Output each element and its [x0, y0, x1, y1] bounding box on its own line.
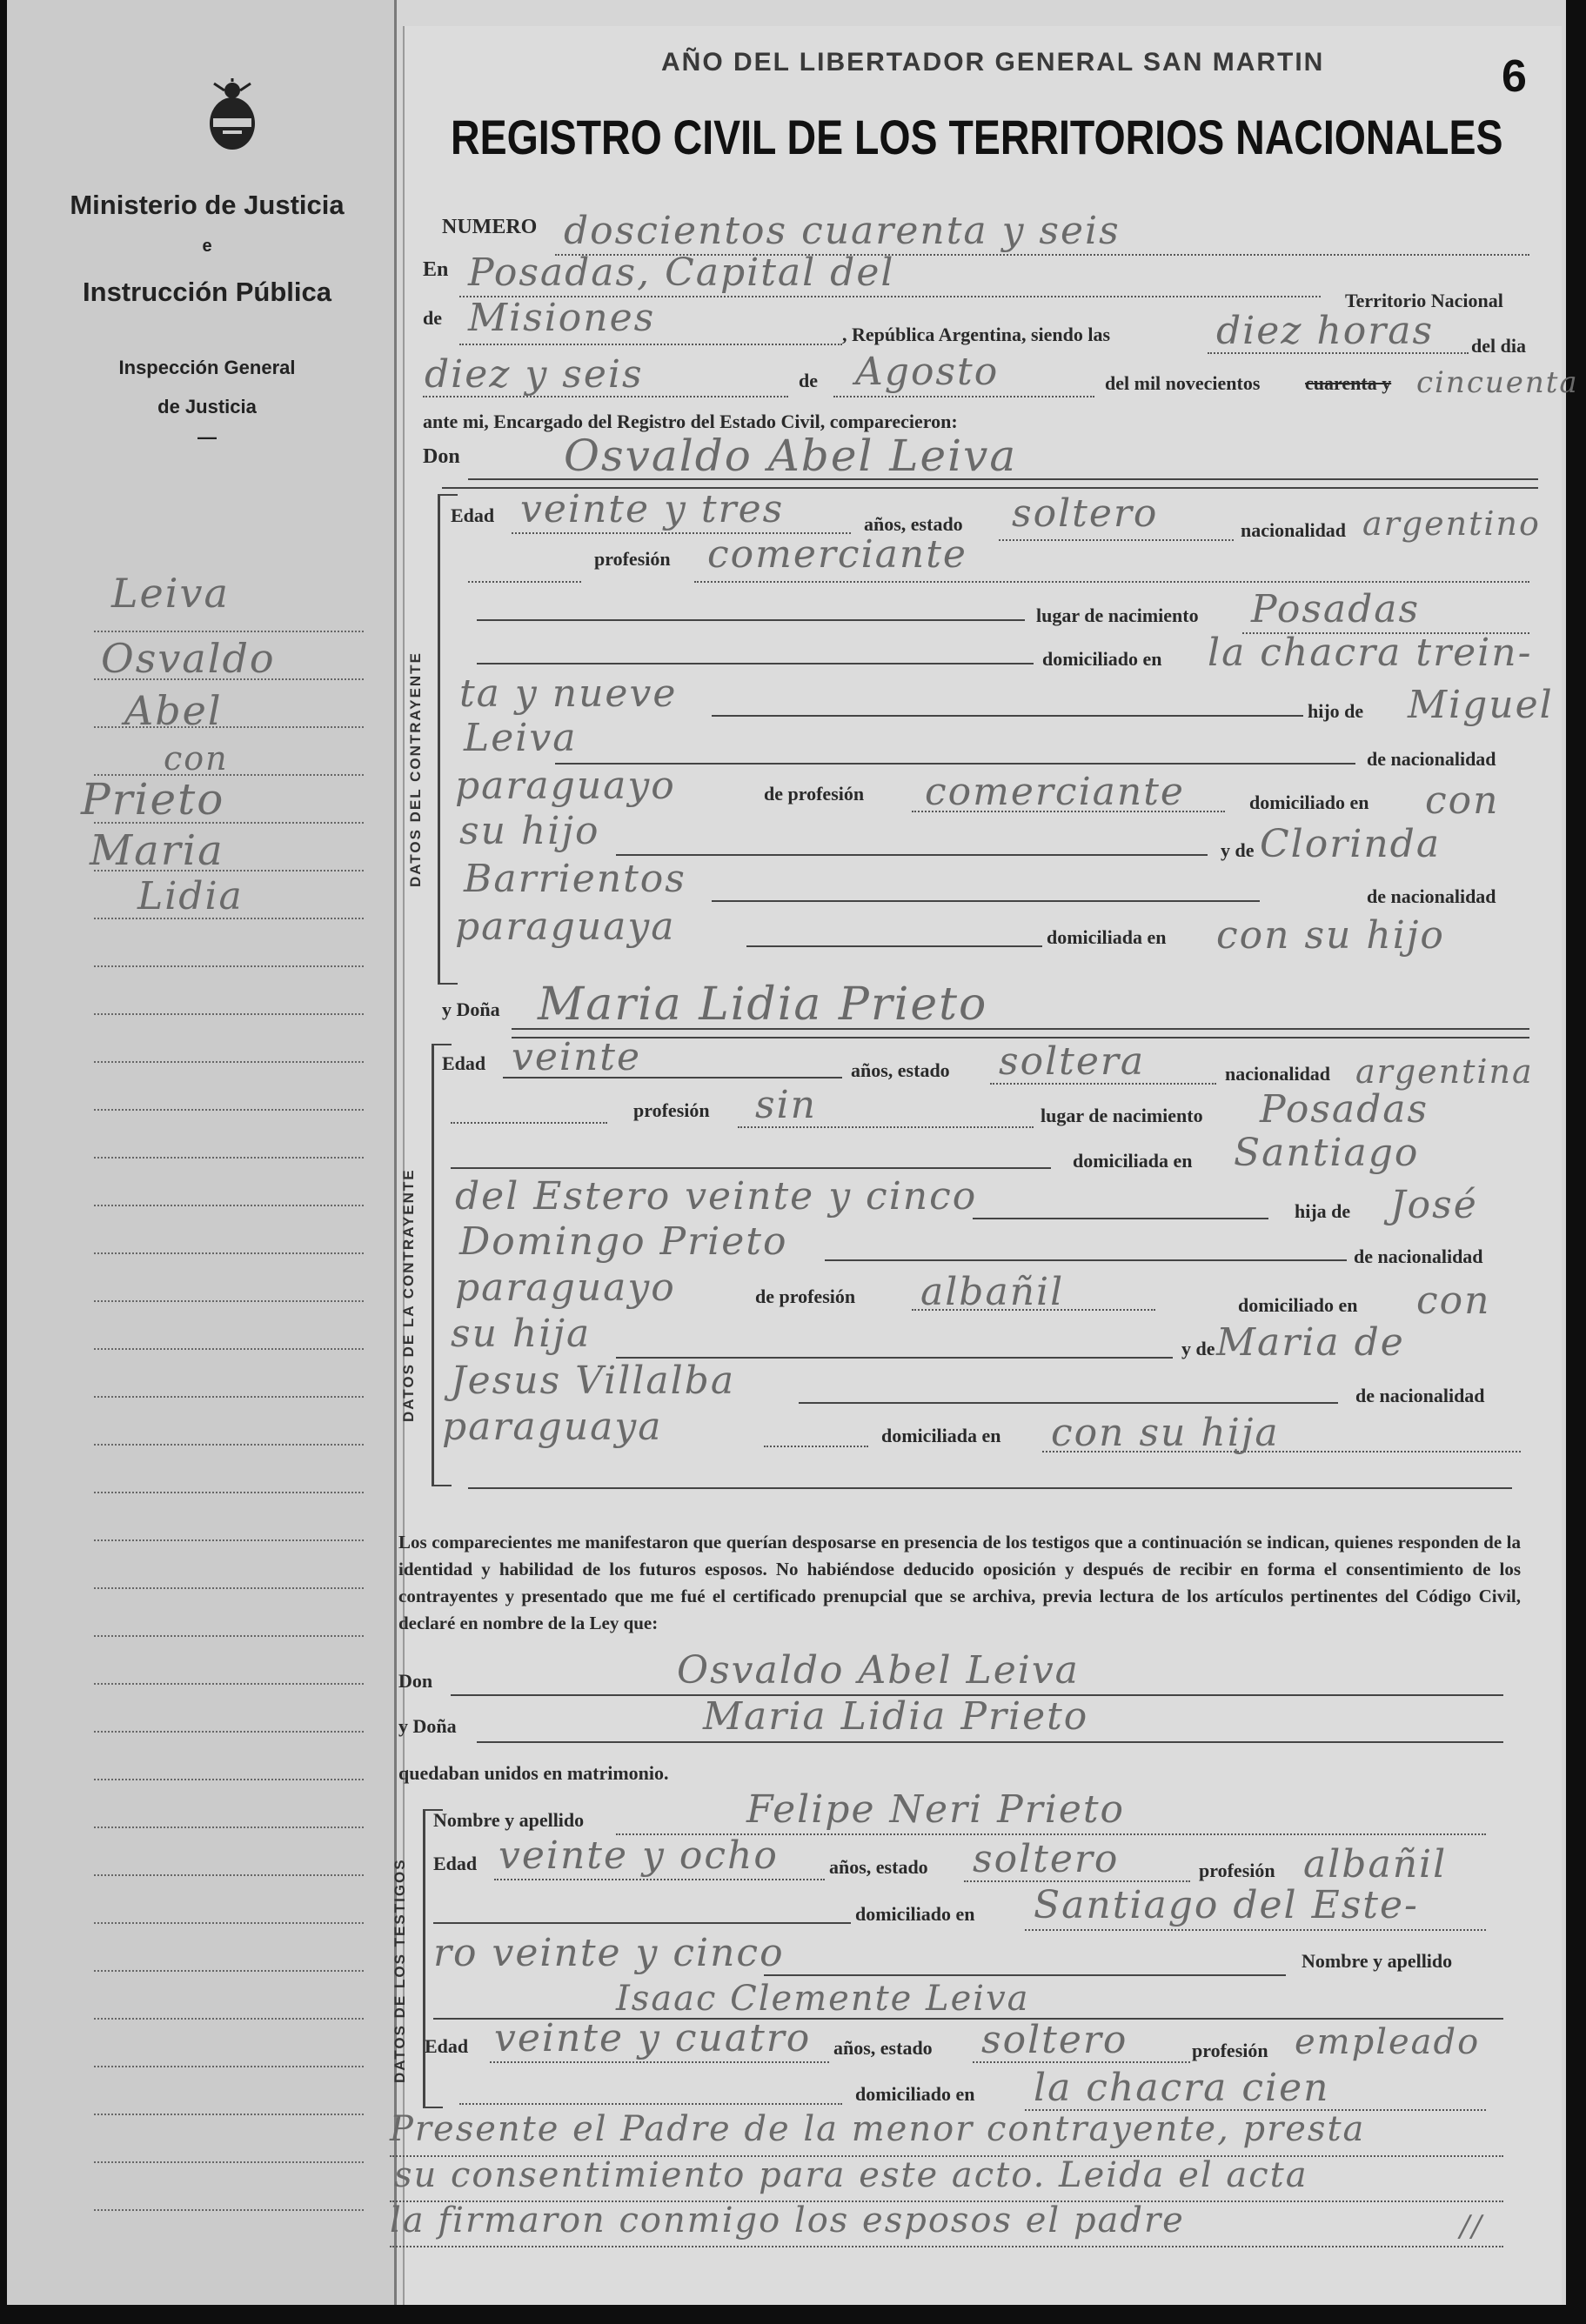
notes-line-2: su consentimiento para este acto. Leida el acta [394, 2155, 1308, 2195]
w1-prof-value: albañil [1303, 1842, 1448, 1887]
bride-name: Maria Lidia Prieto [538, 978, 988, 1031]
mil-label: del mil novecientos [1105, 372, 1261, 394]
republica-label: , República Argentina, siendo las [842, 324, 1111, 345]
margin-rule [94, 1587, 364, 1589]
bride-father-nac-label: de nacionalidad [1354, 1245, 1483, 1267]
groom-edad-value: veinte y tres [520, 487, 785, 531]
margin-rule [94, 774, 364, 776]
bride-lugar-value: Posadas [1260, 1087, 1429, 1132]
bride-mother-dom-label: domiciliada en [881, 1425, 1001, 1446]
w1-dom-value-cont: ro veinte y cinco [433, 1931, 785, 1975]
bride-dom-rule [451, 1167, 1051, 1169]
margin-rule [94, 1157, 364, 1159]
w2-dom-label: domiciliado en [855, 2083, 975, 2105]
w1-anos-label: años, estado [829, 1856, 928, 1878]
dia-value: diez y seis [425, 352, 644, 397]
w1-dom-value: Santiago del Este- [1034, 1883, 1419, 1927]
w1-name-value: Felipe Neri Prieto [746, 1787, 1126, 1832]
margin-rule [94, 1539, 364, 1541]
w1-edad-label: Edad [433, 1853, 478, 1874]
margin-rule [94, 1300, 364, 1302]
w2-estado-value: soltero [981, 2018, 1128, 2062]
en-label: En [423, 258, 449, 281]
inspection-line2: de Justicia [157, 396, 257, 417]
margin-rule [94, 2114, 364, 2115]
groom-mother-nac-value: paraguaya [455, 905, 676, 949]
bride-father-dom-value-cont: su hija [451, 1312, 592, 1356]
ministry-dash: — [197, 426, 217, 448]
w1-edad-line [494, 1879, 825, 1880]
provincia-value: Misiones [468, 296, 656, 340]
margin-note-line: Prieto [81, 774, 225, 825]
w2-edad-value: veinte y cuatro [494, 2016, 812, 2060]
margin-rule [94, 1731, 364, 1733]
margin-column [7, 0, 397, 2305]
groom-estado-value: soltero [1012, 491, 1159, 536]
don-label: Don [423, 445, 460, 468]
groom-father-value-cont: Leiva [464, 716, 578, 760]
groom-mother-nac-rule [712, 900, 1260, 902]
ministry-subname: Instrucción Pública [83, 277, 331, 307]
groom-father-nac-value: paraguayo [455, 764, 676, 808]
margin-rule [94, 1205, 364, 1206]
decl-groom-name: Osvaldo Abel Leiva [677, 1648, 1080, 1693]
w2-dom-dots [459, 2103, 842, 2105]
bride-father-value: José [1390, 1183, 1478, 1227]
de-label: de [423, 307, 442, 329]
w2-edad-line [490, 2061, 829, 2063]
notes-line-3: la firmaron conmigo los esposos el padre [390, 2200, 1185, 2241]
year-banner: AÑO DEL LIBERTADOR GENERAL SAN MARTIN [661, 48, 1325, 77]
margin-rule [94, 1874, 364, 1876]
w2-edad-label: Edad [425, 2035, 469, 2057]
margin-rule [94, 2018, 364, 2020]
margin-rule [94, 2209, 364, 2211]
w1-dom-label: domiciliado en [855, 1903, 975, 1925]
w1-dom-line [1025, 1929, 1486, 1931]
w1-name-label: Nombre y apellido [433, 1809, 585, 1831]
w2-name-value: Isaac Clemente Leiva [616, 1979, 1030, 2019]
groom-prof-value: comerciante [707, 532, 967, 577]
bride-edad-label: Edad [442, 1052, 486, 1074]
w2-name-label: Nombre y apellido [1302, 1950, 1453, 1972]
margin-rule [94, 1444, 364, 1446]
margin-rule [94, 918, 364, 919]
bride-dom-value-cont: del Estero veinte y cinco [455, 1174, 978, 1219]
bride-section-label: DATOS DE LA CONTRAYENTE [400, 1168, 417, 1422]
struck-word: cuarenta y [1305, 372, 1392, 394]
bride-father-rule [825, 1259, 1347, 1261]
numero-value: doscientos cuarenta y seis [564, 209, 1121, 253]
margin-rule [94, 965, 364, 967]
groom-nac-label: nacionalidad [1241, 519, 1347, 541]
groom-mother-y-de-label: y de [1221, 839, 1255, 861]
w1-edad-value: veinte y ocho [499, 1833, 779, 1878]
del-dia-label: del dia [1471, 335, 1526, 357]
margin-rule [94, 2161, 364, 2163]
notes-line [390, 2246, 1503, 2247]
mes-line [833, 396, 1094, 397]
margin-rule [94, 1683, 364, 1685]
witness-section-label: DATOS DE LOS TESTIGOS [391, 1858, 408, 2083]
page-number: 6 [1502, 51, 1527, 102]
margin-note-line: Osvaldo [101, 635, 276, 682]
margin-note-line: Lidia [137, 874, 244, 918]
document-sheet [7, 0, 1579, 2305]
bride-prof-label: profesión [633, 1099, 710, 1121]
numero-label: NUMERO [442, 216, 538, 238]
bride-estado-value: soltera [999, 1039, 1146, 1084]
hora-value: diez horas [1216, 309, 1435, 353]
groom-father-value: Miguel [1408, 683, 1554, 727]
margin-note-line: Abel [124, 687, 223, 734]
margin-rule [94, 1109, 364, 1111]
bride-dona-line-2 [512, 1037, 1529, 1038]
margin-rule [94, 1348, 364, 1350]
margin-rule [94, 1061, 364, 1063]
groom-estado-line [999, 539, 1234, 541]
mes-value: Agosto [855, 350, 1000, 394]
coat-of-arms-icon [205, 78, 259, 151]
groom-anos-label: años, estado [864, 513, 963, 535]
bride-end-rule [468, 1487, 1512, 1489]
bride-mother-value: Maria de [1216, 1320, 1405, 1365]
bride-prof-dots [451, 1122, 607, 1124]
bride-mother-value-cont: Jesus Villalba [451, 1359, 736, 1403]
margin-rule [94, 678, 364, 680]
groom-mother-nac-label: de nacionalidad [1367, 885, 1496, 907]
groom-dom-rule [477, 663, 1034, 664]
bride-mother-dom-value: con su hija [1051, 1411, 1280, 1455]
ante-label: ante mi, Encargado del Registro del Estado Civil, comparecieron: [423, 411, 958, 432]
groom-nac-value: argentino [1362, 504, 1541, 543]
margin-rule [94, 1492, 364, 1493]
margin-rule [94, 631, 364, 632]
ministry-conjunction: e [202, 237, 212, 256]
margin-note-line: Maria [90, 826, 224, 875]
groom-father-prof-value: comerciante [925, 770, 1185, 814]
w1-estado-value: soltero [973, 1837, 1120, 1881]
declaration-text: Los comparecientes me manifestaron que querían desposarse en presencia de los testigos que a continuación se indican, quienes responden de la identidad y habilidad de los futuros esposos. No habiéndose deducido oposición y después de recibir en forma el consentimiento de los contrayentes y presentado que me fué el certificado prenupcial que se archiva, previa lectura de los artículos pertinentes del Código Civil, declaré en nombre de la Ley que: [398, 1532, 1521, 1633]
bride-anos-label: años, estado [851, 1059, 950, 1081]
bride-edad-value: veinte [512, 1035, 642, 1079]
groom-mother-value-cont: Barrientos [464, 857, 686, 901]
groom-prof-label: profesión [594, 548, 671, 570]
w2-dom-value: la chacra cien [1034, 2066, 1330, 2110]
groom-prof-line [694, 581, 1529, 583]
inspection-line1: Inspección General [118, 357, 296, 378]
w2-anos-label: años, estado [833, 2037, 933, 2059]
bride-lugar-label: lugar de nacimiento [1041, 1105, 1203, 1126]
territorio-label: Territorio Nacional [1345, 290, 1503, 311]
bride-father-prof-label: de profesión [755, 1286, 856, 1307]
margin-rule [94, 870, 364, 872]
groom-dom-label: domiciliado en [1042, 648, 1162, 670]
margin-rule [94, 1013, 364, 1015]
w2-name-rule [764, 1974, 1286, 1976]
groom-mother-value: Clorinda [1260, 822, 1442, 866]
groom-father-nac-label: de nacionalidad [1367, 748, 1496, 770]
bride-mother-nac-value: paraguaya [442, 1405, 663, 1449]
groom-lugar-rule [477, 619, 1025, 621]
margin-rule [94, 1635, 364, 1637]
decl-bride-name: Maria Lidia Prieto [703, 1694, 1089, 1739]
groom-prof-dots [468, 581, 581, 583]
margin-rule [94, 1922, 364, 1924]
margin-rule [94, 1252, 364, 1254]
groom-lugar-label: lugar de nacimiento [1036, 604, 1199, 626]
bride-dom-value: Santiago [1234, 1131, 1420, 1175]
groom-edad-label: Edad [451, 504, 495, 526]
w2-prof-value: empleado [1295, 2022, 1481, 2062]
groom-mother-dom-rule [746, 945, 1042, 947]
groom-dom-value: la chacra trein- [1208, 631, 1533, 675]
decl-closing: quedaban unidos en matrimonio. [398, 1762, 669, 1784]
margin-rule [94, 822, 364, 824]
page-title: REGISTRO CIVIL DE LOS TERRITORIOS NACIONALES [451, 110, 1503, 164]
decl-don-label: Don [398, 1670, 433, 1692]
bride-mother-y-de-label: y de [1181, 1338, 1215, 1359]
decl-dona-label: y Doña [398, 1715, 457, 1737]
bride-father-dom-value: con [1416, 1279, 1491, 1323]
margin-note-line: con [164, 739, 229, 778]
bride-father-nac-value: paraguayo [455, 1266, 676, 1310]
groom-father-dom-value-cont: su hijo [459, 809, 600, 853]
bride-father-prof-value: albañil [920, 1270, 1065, 1314]
margin-rule [94, 1396, 364, 1398]
bride-mother-nac-label: de nacionalidad [1355, 1385, 1485, 1406]
bride-mother-nac-rule [799, 1402, 1338, 1404]
margin-rule [94, 1970, 364, 1972]
groom-mother-dom-label: domiciliada en [1047, 926, 1167, 948]
mes-de-label: de [799, 370, 818, 391]
bride-hija-rule [973, 1218, 1268, 1219]
bride-father-value-cont: Domingo Prieto [459, 1219, 788, 1264]
groom-father-dom-value: con [1425, 778, 1500, 823]
en-value: Posadas, Capital del [468, 250, 895, 295]
bride-mother-dom-dots [764, 1446, 868, 1447]
groom-hijo-label: hijo de [1308, 700, 1364, 722]
decl-dona-line [477, 1741, 1503, 1743]
year-value: cincuenta [1416, 365, 1579, 400]
groom-mother-rule [616, 854, 1208, 856]
groom-section-label: DATOS DEL CONTRAYENTE [407, 651, 424, 887]
bride-father-dom-label: domiciliado en [1238, 1294, 1358, 1316]
w2-prof-label: profesión [1192, 2040, 1268, 2061]
groom-mother-dom-value: con su hijo [1216, 913, 1445, 958]
groom-father-dom-label: domiciliado en [1249, 791, 1369, 813]
ministry-name: Ministerio de Justicia [70, 190, 345, 220]
groom-father-prof-label: de profesión [764, 783, 865, 805]
bride-nac-value: argentina [1355, 1052, 1534, 1091]
notes-end-mark: // [1460, 2209, 1483, 2244]
w1-prof-label: profesión [1199, 1860, 1275, 1881]
groom-dom-value-cont: ta y nueve [459, 671, 678, 716]
bride-dom-label: domiciliada en [1073, 1150, 1193, 1172]
margin-note-line: Leiva [111, 570, 230, 617]
w1-dom-rule [433, 1922, 851, 1924]
bride-dona-label: y Doña [442, 998, 500, 1020]
margin-rule [94, 2066, 364, 2067]
margin-rule [94, 1779, 364, 1780]
bride-hija-label: hija de [1295, 1200, 1351, 1222]
groom-lugar-value: Posadas [1251, 587, 1421, 631]
margin-rule [94, 726, 364, 728]
groom-name: Osvaldo Abel Leiva [564, 431, 1018, 481]
de-line [459, 344, 842, 345]
bride-nac-label: nacionalidad [1225, 1063, 1331, 1085]
bride-prof-value: sin [755, 1083, 817, 1127]
margin-rule [94, 1826, 364, 1828]
groom-hijo-rule [712, 715, 1303, 717]
notes-line-1: Presente el Padre de la menor contrayente, presta [390, 2109, 1366, 2149]
